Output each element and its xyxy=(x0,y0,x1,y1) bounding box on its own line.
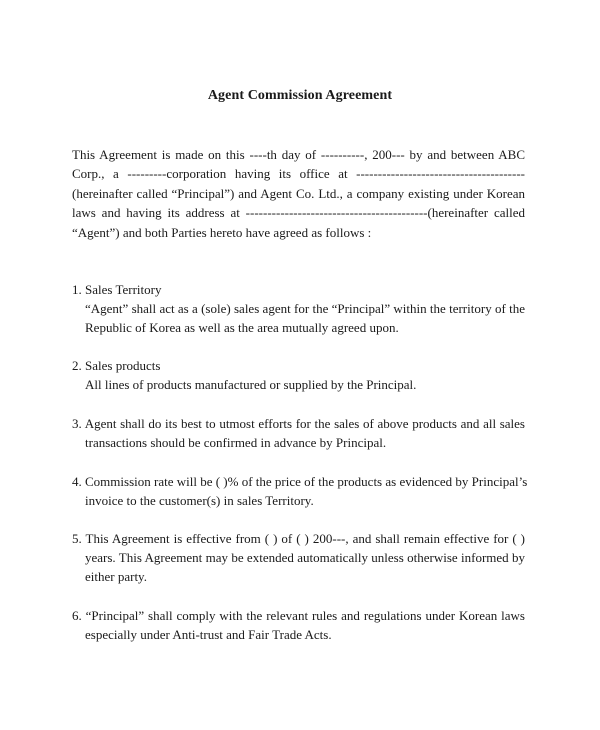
clause-line: 3. Agent shall do its best to utmost efforts for the sales of above products and all sales xyxy=(72,416,525,431)
clause-line: invoice to the customer(s) in sales Territory. xyxy=(85,493,314,508)
clause-line: “Agent” shall act as a (sole) sales agent for the “Principal” within the territory of the xyxy=(85,301,525,316)
intro-line: This Agreement is made on this ----th day of ----------, 200--- by and between ABC xyxy=(72,147,525,162)
clause-sales-territory xyxy=(72,280,525,337)
clause-compliance xyxy=(72,606,525,644)
intro-paragraph xyxy=(72,145,525,242)
clause-sales-products xyxy=(72,356,525,394)
clause-line: years. This Agreement may be extended automatically unless otherwise informed by xyxy=(85,550,525,565)
clause-heading: 2. Sales products xyxy=(72,358,161,373)
document-title: Agent Commission Agreement xyxy=(207,88,393,103)
clause-line: 6. “Principal” shall comply with the relevant rules and regulations under Korean laws xyxy=(72,608,525,623)
intro-line: Corp., a ---------corporation having its office at --------------------------------------- xyxy=(72,166,525,182)
intro-line: laws and having its address at ------------------------------------------(hereinafter called xyxy=(72,205,525,221)
clause-line: Republic of Korea as well as the area mutually agreed upon. xyxy=(85,320,399,335)
clause-effective-term xyxy=(72,529,525,586)
clause-line: especially under Anti-trust and Fair Trade Acts. xyxy=(85,627,332,642)
clause-line: either party. xyxy=(85,569,147,584)
clause-heading: 1. Sales Territory xyxy=(72,282,162,297)
intro-line: “Agent”) and both Parties hereto have agreed as follows : xyxy=(72,224,372,240)
clause-agent-efforts xyxy=(72,414,525,452)
intro-line: (hereinafter called “Principal”) and Agent Co. Ltd., a company existing under Korean xyxy=(72,185,525,201)
clause-commission-rate xyxy=(72,472,528,510)
clause-line: transactions should be confirmed in advance by Principal. xyxy=(85,435,387,450)
clause-line: All lines of products manufactured or supplied by the Principal. xyxy=(85,377,417,392)
clause-line: 5. This Agreement is effective from ( ) of ( ) 200---, and shall remain effective for ( ) xyxy=(72,531,525,546)
clause-line: 4. Commission rate will be ( )% of the price of the products as evidenced by Principal’s xyxy=(72,474,528,489)
